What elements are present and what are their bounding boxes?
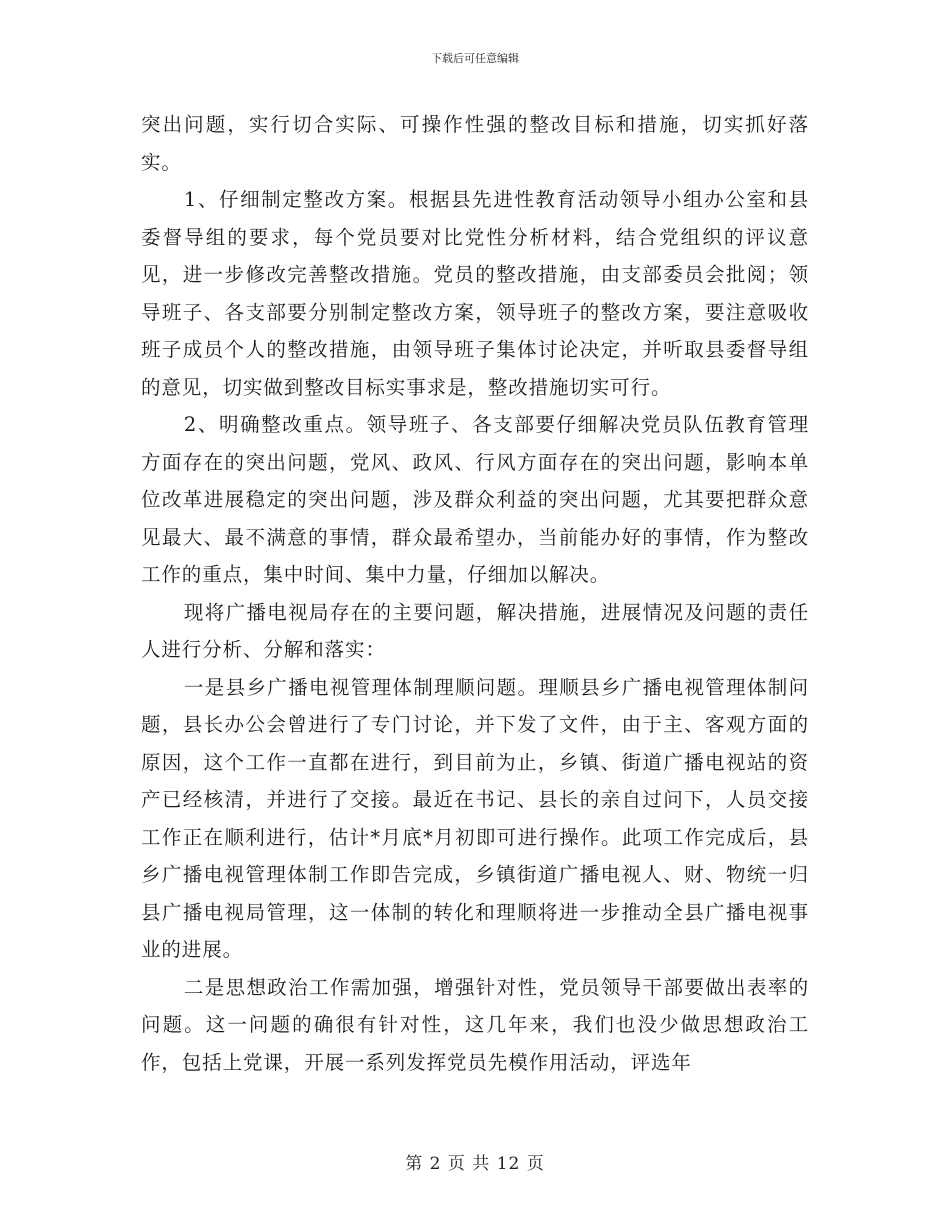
- paragraph-rectification-plan: 1、仔细制定整改方案。根据县先进性教育活动领导小组办公室和县委督导组的要求，每个党员要对比党性分析材料，结合党组织的评议意见，进一步修改完善整改措施。党员的整改措施，由支部委员会批阅；领导班子、各支部要分别制定整改方案，领导班子的整改方案，要注意吸收班子成员个人的整改措施，由领导班子集体讨论决定，并听取县委督导组的意见，切实做到整改目标实事求是，整改措施切实可行。: [141, 188, 809, 399]
- paragraph-main-issues-intro: 现将广播电视局存在的主要问题，解决措施，进展情况及问题的责任人进行分析、分解和落实：: [141, 600, 809, 661]
- document-body: [141, 106, 809, 1081]
- paragraph-continuation: 突出问题，实行切合实际、可操作性强的整改目标和措施，切实抓好落实。: [141, 113, 809, 174]
- page-header: 下载后可任意编辑: [431, 52, 519, 65]
- paragraph-issue-one: 一是县乡广播电视管理体制理顺问题。理顺县乡广播电视管理体制问题，县长办公会曾进行了专门讨论，并下发了文件，由于主、客观方面的原因，这个工作一直都在进行，到目前为止，乡镇、街道广播电视站的资产已经核清，并进行了交接。最近在书记、县长的亲自过问下，人员交接工作正在顺利进行，估计*月底*月初即可进行操作。此项工作完成后，县乡广播电视管理体制工作即告完成，乡镇街道广播电视人、财、物统一归县广播电视局管理，这一体制的转化和理顺将进一步推动全县广播电视事业的进展。: [141, 675, 809, 961]
- page-number-footer: 第 2 页 共 12 页: [405, 1154, 545, 1174]
- paragraph-issue-two: 二是思想政治工作需加强，增强针对性，党员领导干部要做出表率的问题。这一问题的确很有针对性，这几年来，我们也没少做思想政治工作，包括上党课，开展一系列发挥党员先模作用活动，评选年: [141, 975, 809, 1074]
- paragraph-rectification-focus: 2、明确整改重点。领导班子、各支部要仔细解决党员队伍教育管理方面存在的突出问题，党风、政风、行风方面存在的突出问题，影响本单位改革进展稳定的突出问题，涉及群众利益的突出问题，尤其要把群众意见最大、最不满意的事情，群众最希望办，当前能办好的事情，作为整改工作的重点，集中时间、集中力量，仔细加以解决。: [141, 413, 809, 586]
